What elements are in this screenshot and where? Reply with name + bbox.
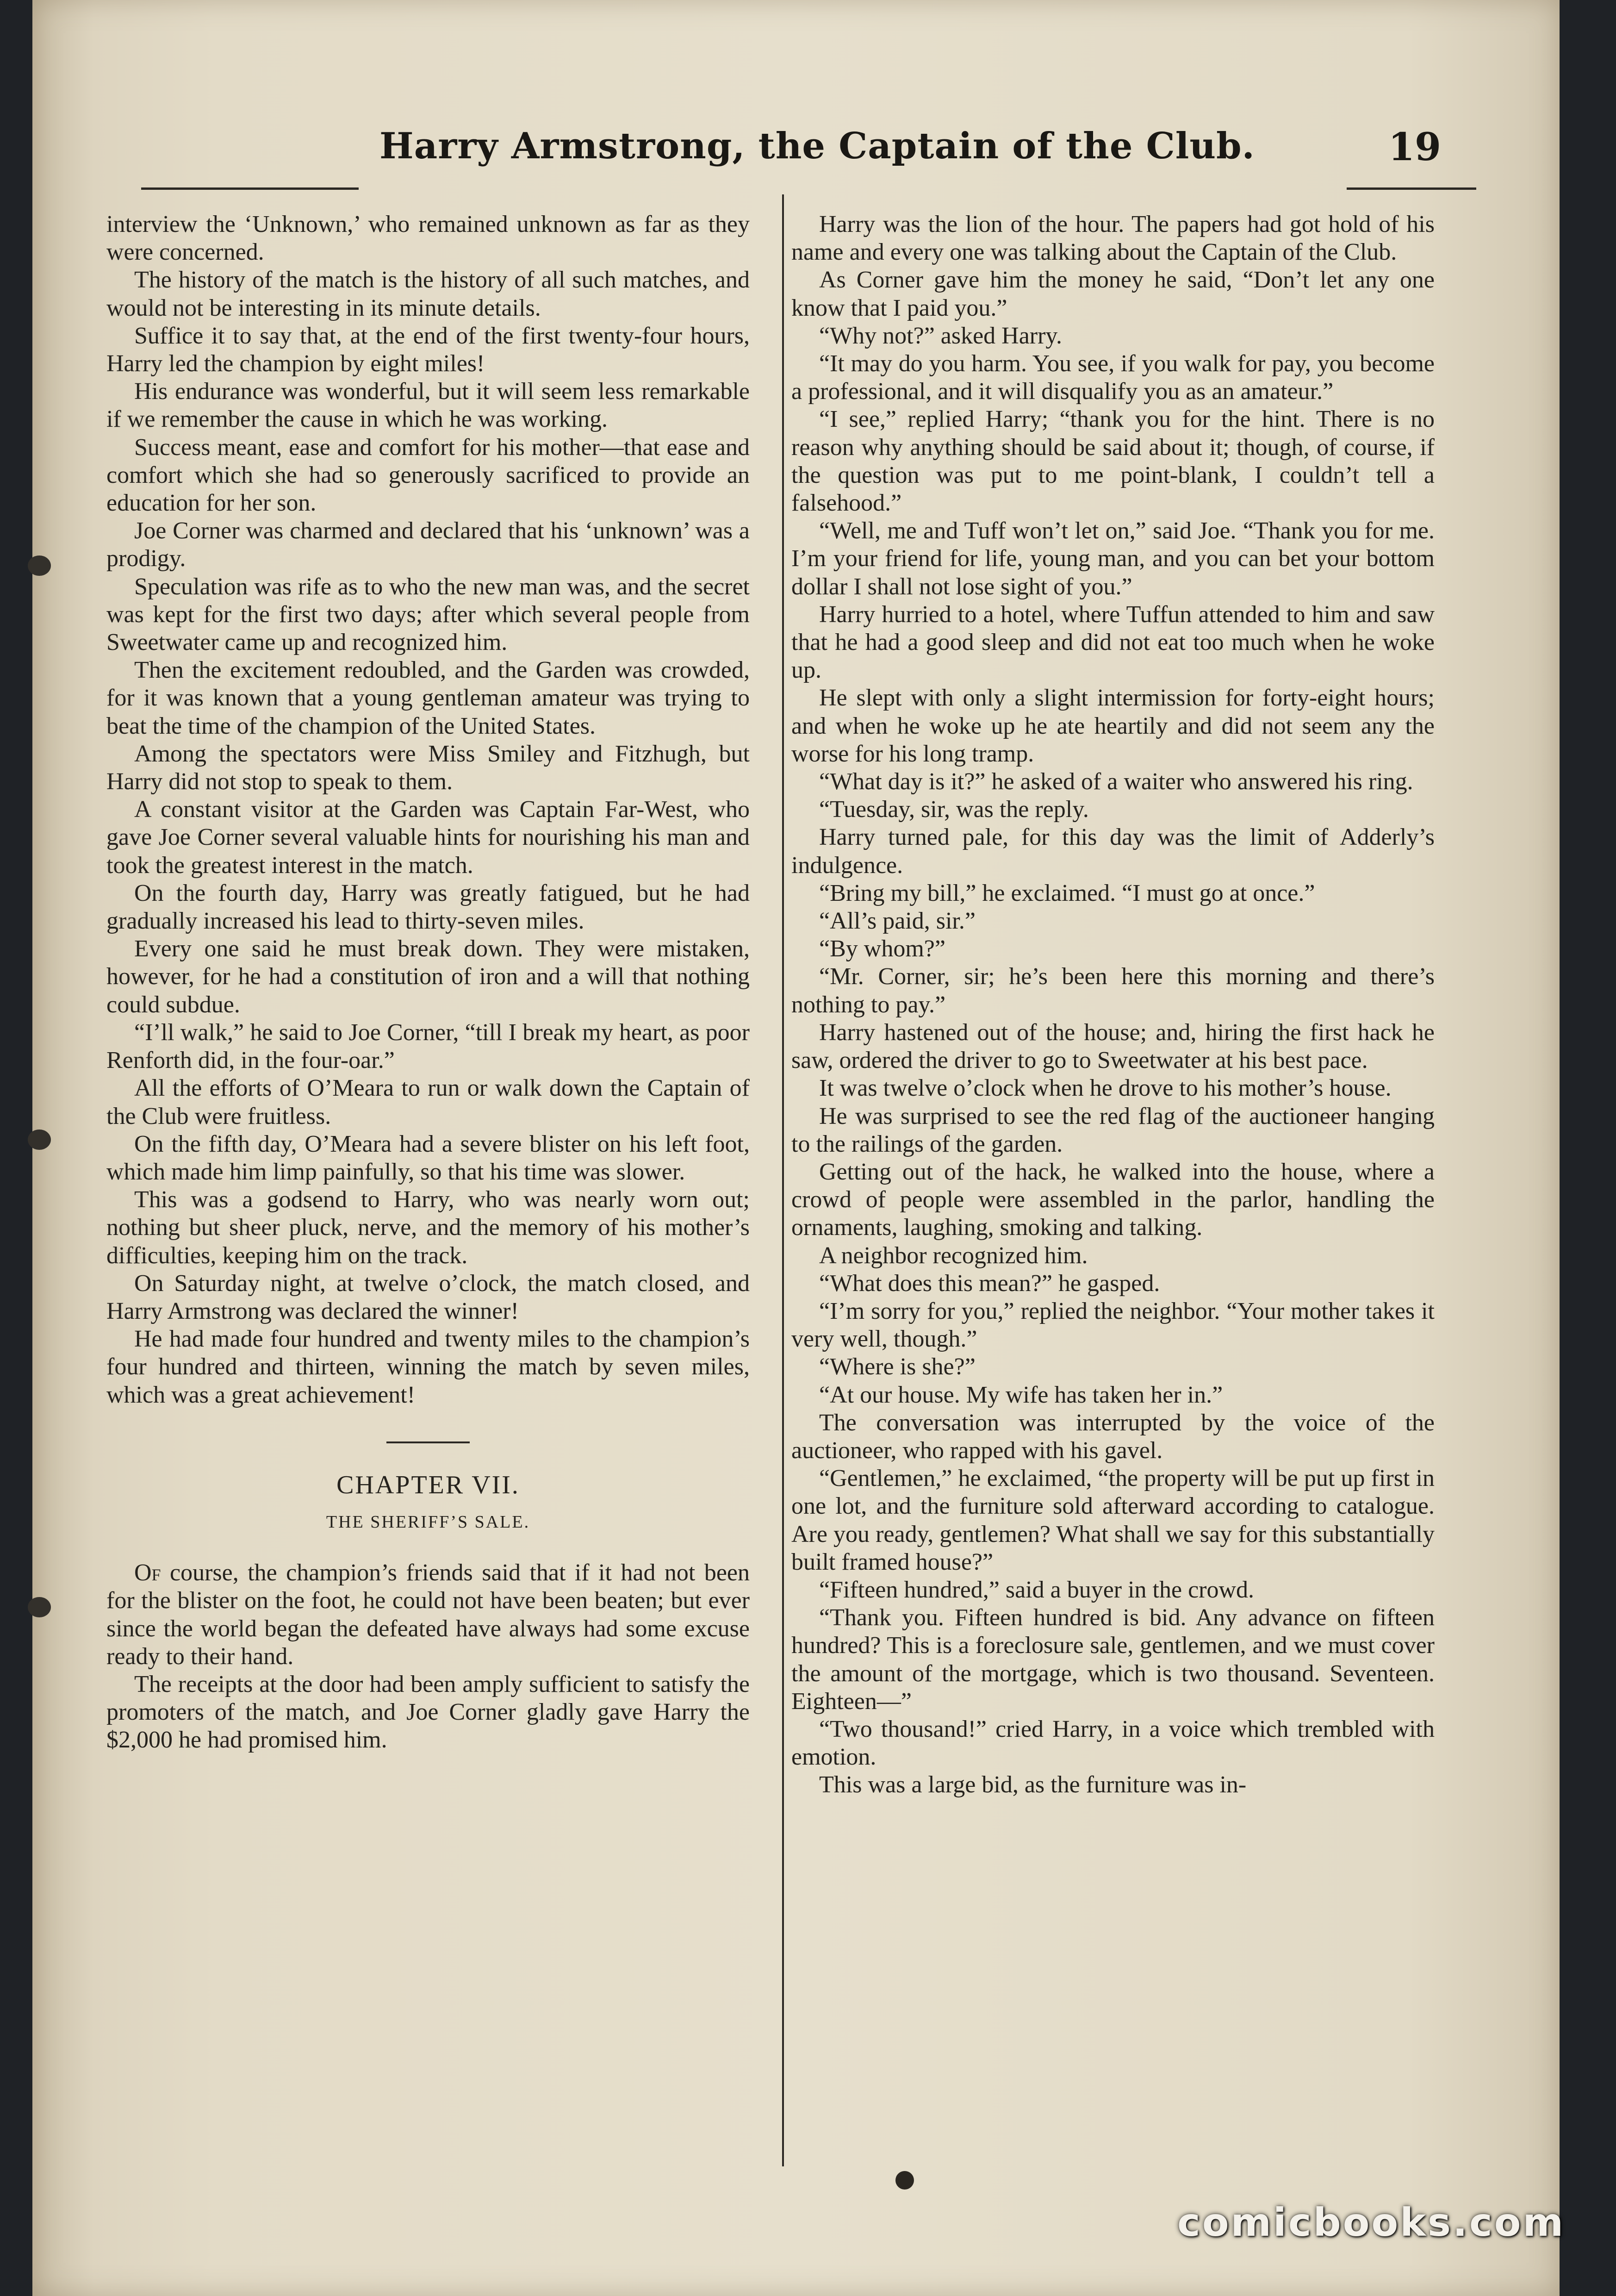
paragraph: The history of the match is the history of all such matches, and would not be interesting in its minute details.: [106, 267, 750, 321]
paragraph: “Two thousand!” cried Harry, in a voice which trembled with emotion.: [791, 1716, 1435, 1771]
paragraph: “Why not?” asked Harry.: [819, 322, 1063, 349]
paragraph: A constant visitor at the Garden was Captain Far-West, who gave Joe Corner several valuable hints for nourishing his man and took the greatest interest in the match.: [106, 796, 750, 879]
paragraph: “Bring my bill,” he exclaimed. “I must go at once.”: [819, 880, 1315, 906]
page-number: 19: [1388, 125, 1442, 169]
paragraph: Harry turned pale, for this day was the limit of Adderly’s indulgence.: [791, 824, 1435, 879]
paragraph: Getting out of the hack, he walked into the house, where a crowd of people were assembled in the parlor, handling the ornaments, laughing, smoking and talking.: [791, 1158, 1435, 1241]
chapter-subtitle: THE SHERIFF’S SALE.: [326, 1512, 530, 1532]
paragraph: “Where is she?”: [819, 1354, 976, 1380]
running-title: Harry Armstrong, the Captain of the Club.: [379, 125, 1255, 167]
paragraph: A neighbor recognized him.: [819, 1242, 1088, 1269]
paragraph: “At our house. My wife has taken her in.”: [819, 1381, 1223, 1408]
paragraph: The receipts at the door had been amply sufficient to satisfy the promoters of the match, and Joe Corner gladly gave Harry the $2,000 he had promised him.: [106, 1671, 750, 1753]
paragraph: Success meant, ease and comfort for his mother—that ease and comfort which she had so generously sacrificed to provide an education for her son.: [106, 434, 750, 517]
chapter-first-word: Of: [134, 1560, 161, 1586]
paragraph: As Corner gave him the money he said, “Don’t let any one know that I paid you.”: [791, 267, 1435, 321]
header-rule-left: [141, 187, 359, 190]
paragraph: “Mr. Corner, sir; he’s been here this morning and there’s nothing to pay.”: [791, 963, 1435, 1018]
binding-stitch-hole: [28, 1129, 51, 1150]
paragraph: “Gentlemen,” he exclaimed, “the property will be put up first in one lot, and the furniture sold afterward according to catalogue. Are you ready, gentlemen? What shall we say for this substantially built framed house?”: [791, 1465, 1435, 1575]
paragraph: On the fourth day, Harry was greatly fatigued, but he had gradually increased his lead to thirty-seven miles.: [106, 880, 750, 935]
left-column: [106, 211, 750, 1754]
ink-blot: [895, 2171, 914, 2190]
chapter-heading: [106, 1441, 750, 1536]
header-rule-right: [1347, 187, 1476, 190]
paragraph: Then the excitement redoubled, and the Garden was crowded, for it was known that a young gentleman amateur was trying to beat the time of the champion of the United States.: [106, 657, 750, 739]
paragraph: He slept with only a slight intermission for forty-eight hours; and when he woke up he ate heartily and did not seem any the worse for his long tramp.: [791, 685, 1435, 767]
paragraph: “I see,” replied Harry; “thank you for the hint. There is no reason why anything should be said about it; though, of course, if the question was put to me point-blank, I couldn’t tell a falsehood.”: [791, 406, 1435, 517]
paragraph: He was surprised to see the red flag of the auctioneer hanging to the railings of the garden.: [791, 1103, 1435, 1157]
paragraph: “I’m sorry for you,” replied the neighbor. “Your mother takes it very well, though.”: [791, 1298, 1435, 1353]
paragraph: The conversation was interrupted by the voice of the auctioneer, who rapped with his gavel.: [791, 1409, 1435, 1464]
paragraph: Joe Corner was charmed and declared that his ‘unknown’ was a prodigy.: [106, 518, 750, 572]
chapter-rule: [386, 1441, 470, 1443]
watermark: comicbooks.com: [1177, 2200, 1565, 2245]
right-column: [791, 211, 1435, 1799]
paragraph: “Fifteen hundred,” said a buyer in the crowd.: [819, 1576, 1255, 1603]
paragraph: Suffice it to say that, at the end of the first twenty-four hours, Harry led the champion by eight miles!: [106, 322, 750, 377]
binding-stitch-hole: [28, 1597, 51, 1617]
paragraph: It was twelve o’clock when he drove to his mother’s house.: [819, 1075, 1392, 1102]
paragraph: “It may do you harm. You see, if you walk for pay, you become a professional, and it will disqualify you as an amateur.”: [791, 350, 1435, 405]
paragraph: “What does this mean?” he gasped.: [819, 1270, 1160, 1297]
paragraph: On the fifth day, O’Meara had a severe blister on his left foot, which made him limp painfully, so that his time was slower.: [106, 1130, 750, 1185]
paragraph: “What day is it?” he asked of a waiter who answered his ring.: [819, 768, 1413, 795]
paragraph: He had made four hundred and twenty miles to the champion’s four hundred and thirteen, winning the match by seven miles, which was a great achievement!: [106, 1326, 750, 1408]
column-divider: [782, 194, 784, 2166]
paragraph: interview the ‘Unknown,’ who remained unknown as far as they were concerned.: [106, 211, 750, 266]
paragraph: “Tuesday, sir, was the reply.: [819, 796, 1089, 823]
paragraph: Every one said he must break down. They were mistaken, however, for he had a constitution of iron and a will that nothing could subdue.: [106, 936, 750, 1018]
paragraph: This was a large bid, as the furniture was in-: [819, 1772, 1247, 1798]
paragraph: Harry hastened out of the house; and, hiring the first hack he saw, ordered the driver to go to Sweetwater at his best pace.: [791, 1019, 1435, 1074]
paragraph: This was a godsend to Harry, who was nearly worn out; nothing but sheer pluck, nerve, and the memory of his mother’s difficulties, keeping him on the track.: [106, 1186, 750, 1269]
paragraph: “I’ll walk,” he said to Joe Corner, “till I break my heart, as poor Renforth did, in the four-oar.”: [106, 1019, 750, 1074]
chapter-opening-text: course, the champion’s friends said that if it had not been for the blister on the foot, he could not have been beaten; but ever since the world began the defeated have always had some excuse ready to their hand.: [106, 1560, 750, 1670]
paragraph: “Thank you. Fifteen hundred is bid. Any advance on fifteen hundred? This is a foreclosure sale, gentlemen, and we must cover the amount of the mortgage, which is two thousand. Seventeen. Eighteen—”: [791, 1604, 1435, 1715]
paragraph: “Well, me and Tuff won’t let on,” said Joe. “Thank you for me. I’m your friend for life, young man, and you can bet your bottom dollar I shall not lose sight of you.”: [791, 518, 1435, 600]
paragraph: Among the spectators were Miss Smiley and Fitzhugh, but Harry did not stop to speak to them.: [106, 740, 750, 795]
paragraph: “By whom?”: [819, 936, 945, 962]
paragraph: “All’s paid, sir.”: [819, 908, 976, 935]
paragraph: His endurance was wonderful, but it will seem less remarkable if we remember the cause in which he was working.: [106, 378, 750, 433]
chapter-title: CHAPTER VII.: [336, 1470, 520, 1499]
paragraph: Harry was the lion of the hour. The papers had got hold of his name and every one was talking about the Captain of the Club.: [791, 211, 1435, 266]
paragraph: On Saturday night, at twelve o’clock, the match closed, and Harry Armstrong was declared the winner!: [106, 1270, 750, 1324]
binding-stitch-hole: [28, 555, 51, 576]
chapter-opening-paragraph: [106, 1559, 750, 1671]
paragraph: Speculation was rife as to who the new man was, and the secret was kept for the first two days; after which several people from Sweetwater came up and recognized him.: [106, 573, 750, 656]
page-header: [139, 125, 1616, 176]
paragraph: Harry hurried to a hotel, where Tuffun attended to him and saw that he had a good sleep and did not eat too much when he woke up.: [791, 601, 1435, 684]
paragraph: All the efforts of O’Meara to run or walk down the Captain of the Club were fruitless.: [106, 1075, 750, 1129]
